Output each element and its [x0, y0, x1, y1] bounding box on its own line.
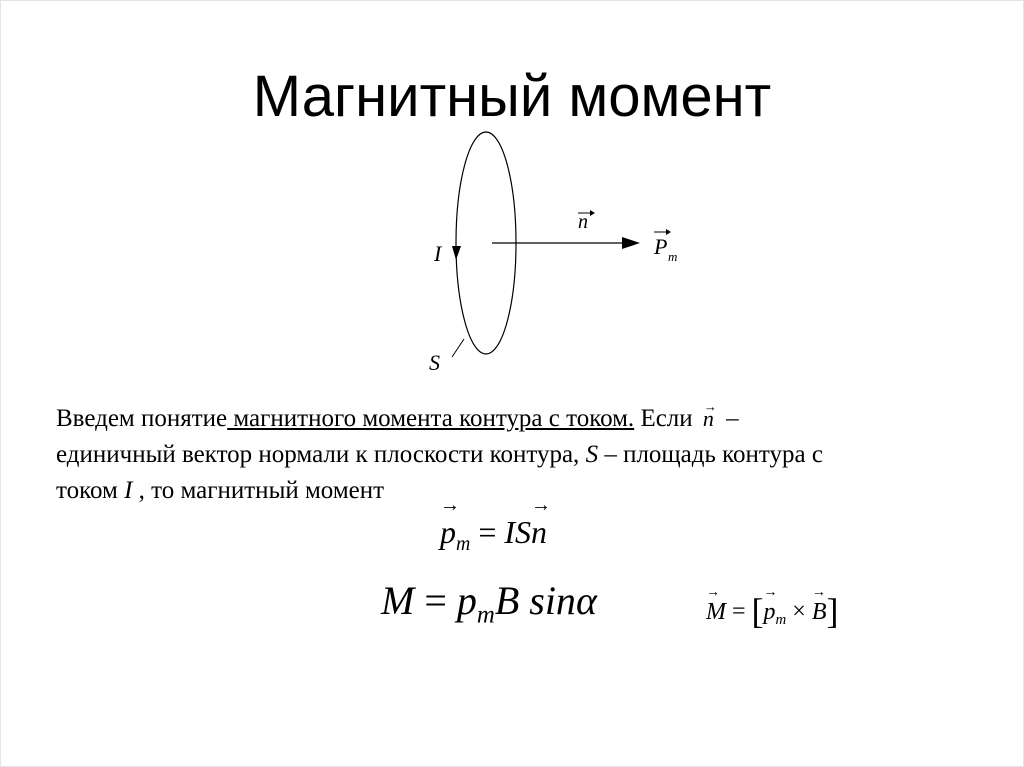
moment-label-text: P	[654, 234, 668, 259]
torque-vec-equals: =	[726, 598, 752, 625]
area-symbol: S	[585, 441, 599, 468]
text-line2a: единичный вектор нормали к плоскости контура,	[56, 441, 586, 468]
text-part3: Если	[634, 405, 699, 432]
text-part1: Введем понятие	[56, 405, 228, 432]
slide-title: Магнитный момент	[252, 64, 772, 122]
torque-M: M	[381, 578, 415, 623]
cross-sign: ×	[786, 598, 812, 625]
text-line2b: – площадь контура с	[598, 441, 823, 468]
n-vector: → n	[531, 514, 547, 551]
normal-label-text: n	[578, 211, 588, 233]
current-direction-arrow	[452, 246, 461, 260]
text-underlined-term: магнитного момента контура с током.	[227, 405, 635, 432]
torque-alpha: α	[575, 578, 597, 623]
pm-vector: → $p_m$	[440, 514, 470, 556]
torque-formula	[381, 577, 597, 630]
magnetic-moment-formula	[440, 514, 547, 556]
torque-p: p	[456, 578, 477, 623]
right-bracket: ]	[826, 591, 839, 631]
moment-label	[653, 229, 677, 264]
torque-p-sub: m	[476, 601, 495, 629]
text-line3a: током	[56, 477, 125, 504]
definition-paragraph	[56, 401, 996, 509]
left-bracket: [	[751, 591, 764, 631]
torque-vec-M: → M	[706, 599, 726, 626]
torque-equals: =	[414, 578, 457, 623]
text-line3b: , то магнитный момент	[132, 477, 385, 504]
area-leader-line	[452, 339, 464, 357]
torque-vec-p: → $p_m$	[764, 599, 787, 629]
normal-label	[578, 210, 595, 233]
torque-vec-B: → B	[812, 599, 827, 626]
current-label: I	[434, 241, 442, 266]
rhs-IS: IS	[504, 514, 532, 550]
text-part4: –	[719, 405, 739, 432]
area-label: S	[429, 350, 440, 375]
moment-label-sub: m	[668, 249, 678, 264]
equals-sign: =	[470, 514, 505, 550]
current-symbol: I	[124, 477, 133, 504]
normal-symbol: → n	[703, 401, 714, 437]
normal-arrowhead	[622, 237, 640, 249]
torque-sin: sin	[519, 578, 576, 623]
torque-B: B	[494, 578, 520, 623]
torque-vector-formula	[706, 590, 839, 632]
